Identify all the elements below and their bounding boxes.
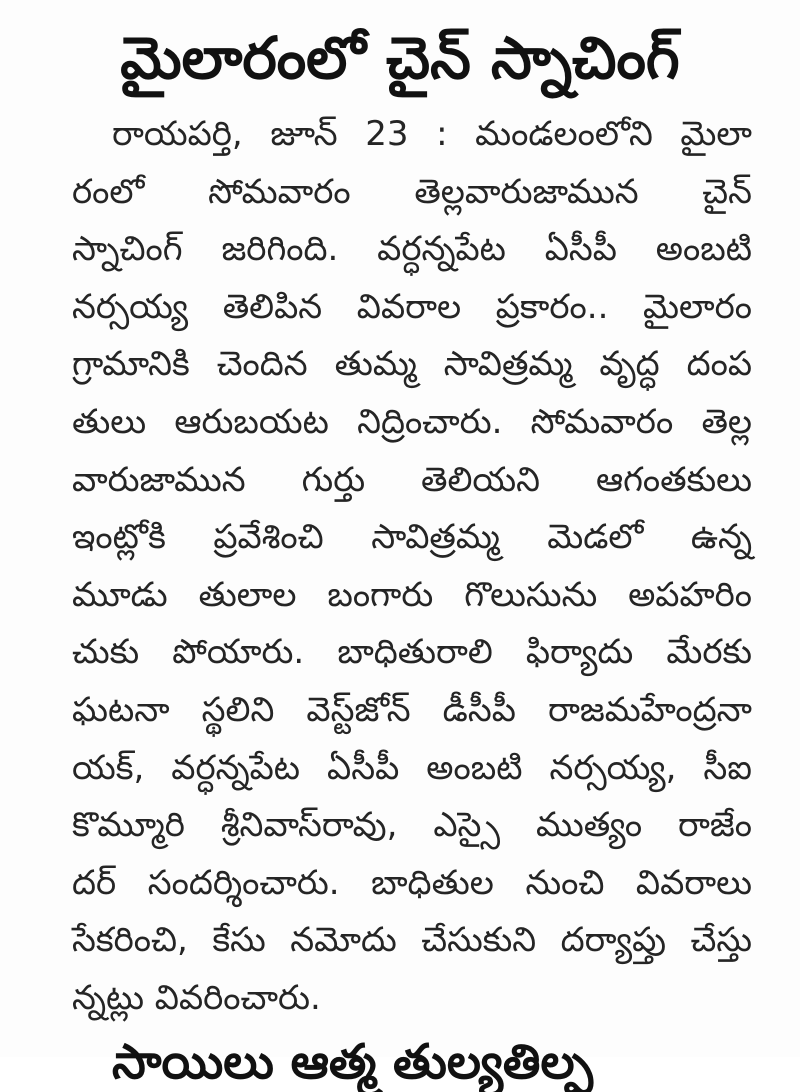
next-article-headline: సాయిలు ఆత్మ తుల్యతిల్ప [112,1034,594,1090]
article-line: ఘటనా స్థలిని వెస్ట్‌జోన్‌ డీసీపీ రాజమహేంద్రనా [72,689,752,730]
article-line: చుకు పోయారు. బాధితురాలి ఫిర్యాదు మేరకు [72,632,752,673]
article-line: గ్రామానికి చెందిన తుమ్మ సావిత్రమ్మ వృద్ధ దంప [72,344,752,385]
article-body [72,106,752,1028]
article-line: మూడు తులాల బంగారు గొలుసును అపహరిం [72,574,752,615]
article-line: స్నాచింగ్‌ జరిగింది. వర్ధన్నపేట ఏసీపీ అంబటి [72,229,752,270]
article-line: రాయపర్తి, జూన్‌ 23 : మండలంలోని మైలా [112,114,752,154]
article-line: యక్‌, వర్ధన్నపేట ఏసీపీ అంబటి నర్సయ్య, సీఐ [72,747,752,788]
article-line: న్నట్లు వివరించారు. [72,977,321,1018]
article-line: ఇంట్లోకి ప్రవేశించి సావిత్రమ్మ మెడలో ఉన్న [72,517,752,558]
article-line: నర్సయ్య తెలిపిన వివరాల ప్రకారం.. మైలారం [72,286,752,327]
article-line: వారుజామున గుర్తు తెలియని ఆగంతకులు [72,459,752,500]
article-line: తులు ఆరుబయట నిద్రించారు. సోమవారం తెల్ల [72,401,752,442]
article-line: సేకరించి, కేసు నమోదు చేసుకుని దర్యాప్తు చేస్తు [72,920,752,961]
article-line: కొమ్మూరి శ్రీనివాస్‌రావు, ఎస్సై ముత్యం రాజేం [72,805,752,846]
article-line: దర్‌ సందర్శించారు. బాధితుల నుంచి వివరాలు [72,862,752,903]
article-line: రంలో సోమవారం తెల్లవారుజామున చైన్‌ [72,171,752,212]
article-headline: మైలారంలో చైన్‌ స్నాచింగ్‌ [120,24,680,92]
